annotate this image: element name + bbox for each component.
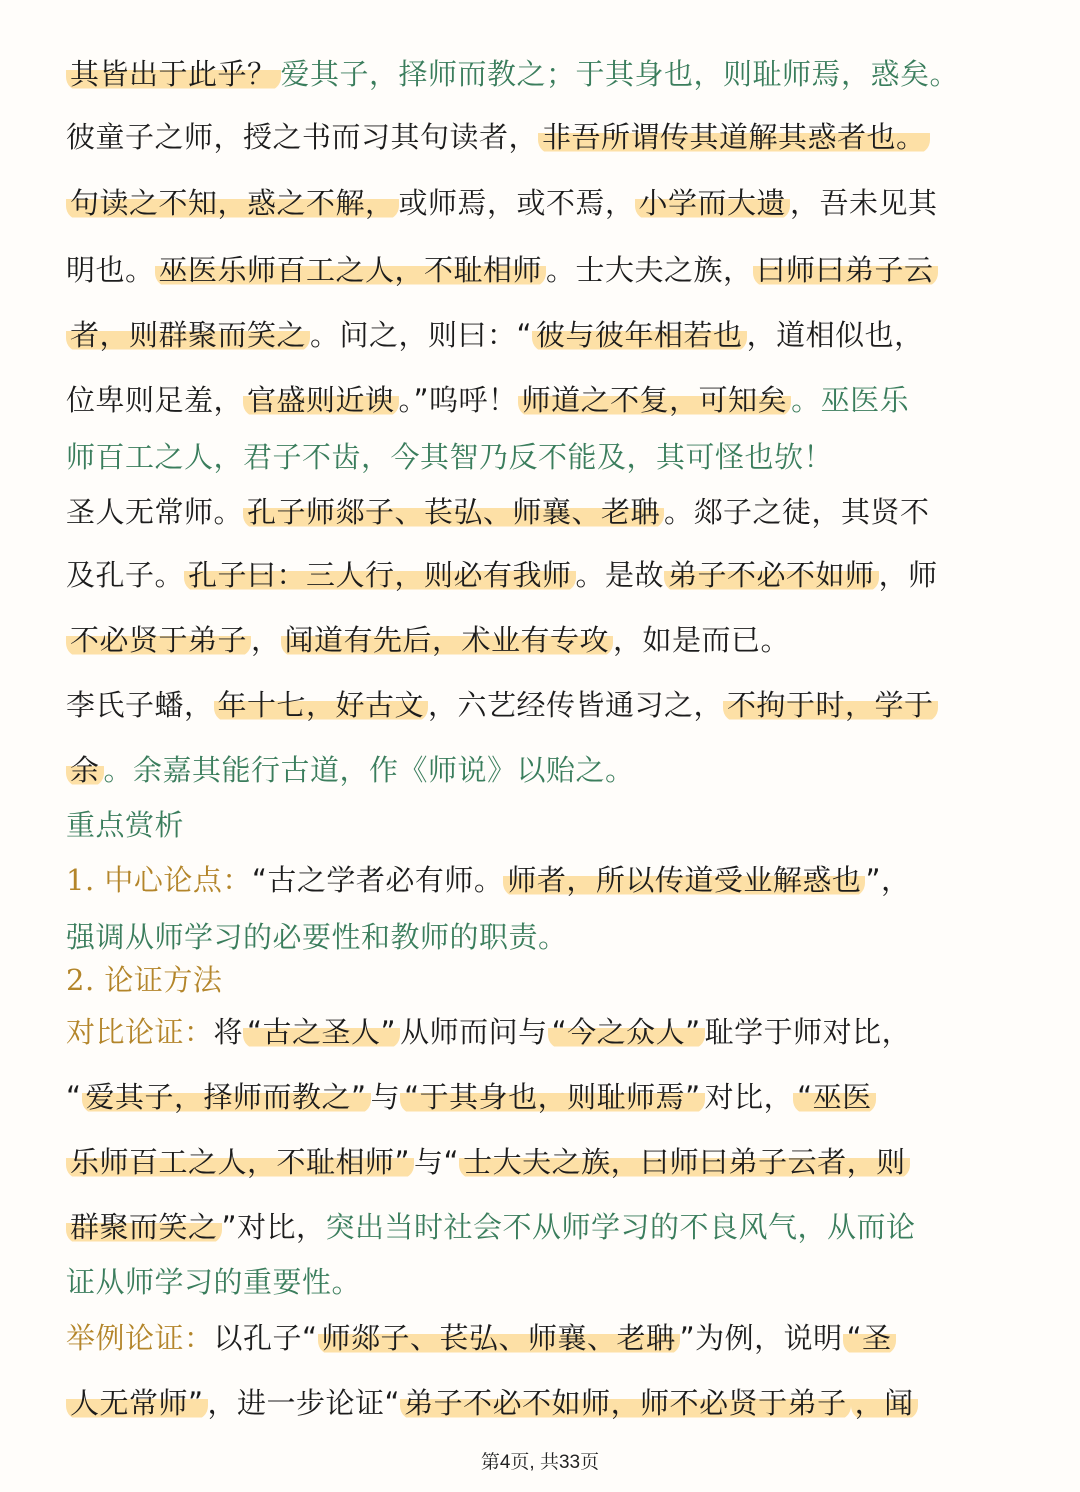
text-segment: 明也。 xyxy=(66,253,155,287)
page-footer: 第4页, 共33页 xyxy=(480,1452,600,1473)
text-line xyxy=(66,117,1016,157)
text-segment: ”为例，说明 xyxy=(679,1321,843,1355)
text-segment: 位卑则足羞， xyxy=(66,383,244,417)
highlighted-text: 群聚而笑之 xyxy=(66,1210,222,1244)
text-segment: 重点赏析 xyxy=(66,808,185,842)
text-segment: ，吾未见其 xyxy=(790,186,938,220)
highlighted-text: 弟子不必不如师，师不必贤于弟子 xyxy=(400,1386,851,1420)
text-segment: ”， xyxy=(865,863,911,897)
highlighted-text: 不必贤于弟子 xyxy=(66,623,251,657)
highlighted-text: 弟子不必不如师 xyxy=(664,558,879,592)
text-segment: 突出当时社会不从师学习的不良风气，从而论 xyxy=(325,1210,916,1244)
text-line xyxy=(66,620,1016,660)
text-line xyxy=(66,1077,1016,1117)
highlighted-text: ，闻 xyxy=(851,1386,918,1420)
highlighted-text: “圣 xyxy=(843,1321,896,1355)
text-line xyxy=(66,1318,1016,1358)
text-segment: ，道相似也， xyxy=(746,318,924,352)
text-segment: 。巫医乐 xyxy=(791,383,910,417)
text-line xyxy=(66,437,1016,477)
text-segment: 。”呜呼！ xyxy=(398,383,518,417)
highlighted-text: 师者，所以传道受业解惑也 xyxy=(503,863,865,897)
text-segment: 对比， xyxy=(704,1080,794,1114)
text-line xyxy=(66,685,1016,725)
text-segment: 。郯子之徒，其贤不 xyxy=(664,495,930,529)
text-line xyxy=(66,54,1016,94)
text-line xyxy=(66,860,1016,900)
highlighted-text: “今之众人” xyxy=(548,1015,705,1049)
text-segment: 。问之，则曰：“ xyxy=(310,318,533,352)
highlighted-text: 句读之不知，惑之不解， xyxy=(66,186,399,220)
text-line xyxy=(66,1142,1016,1182)
text-line xyxy=(66,1383,1016,1423)
text-segment: 对比论证： xyxy=(66,1015,214,1049)
text-segment: 耻学于师对比， xyxy=(704,1015,912,1049)
text-segment: 。余嘉其能行古道，作《师说》以贻之。 xyxy=(103,753,635,787)
text-segment: 。士大夫之族， xyxy=(546,253,753,287)
text-line xyxy=(66,917,1016,957)
text-segment: 证从师学习的重要性。 xyxy=(66,1265,362,1299)
text-segment: 师百工之人，君子不齿，今其智乃反不能及，其可怪也欤！ xyxy=(66,440,834,474)
text-segment: ，如是而已。 xyxy=(613,623,791,657)
text-segment: 1. 中心论点： xyxy=(66,863,252,897)
text-segment: 圣人无常师。 xyxy=(66,495,244,529)
highlighted-text: 彼与彼年相若也 xyxy=(532,318,747,352)
text-line xyxy=(66,315,1016,355)
highlighted-text: “巫医 xyxy=(793,1080,876,1114)
text-line xyxy=(66,960,1016,1000)
highlighted-text: 乐师百工之人，不耻相师” xyxy=(66,1145,414,1179)
text-line xyxy=(66,250,1016,290)
highlighted-text: 士大夫之族，曰师曰弟子云者，则 xyxy=(459,1145,910,1179)
highlighted-text: “古之圣人” xyxy=(243,1015,400,1049)
text-segment: “古之学者必有师。 xyxy=(251,863,504,897)
text-segment: ，六艺经传皆通习之， xyxy=(428,688,724,722)
text-line xyxy=(66,183,1016,223)
text-segment: 与“ xyxy=(414,1145,460,1179)
text-segment: 从师而问与 xyxy=(400,1015,548,1049)
text-line xyxy=(66,750,1016,790)
highlighted-text: 师郯子、苌弘、师襄、老聃 xyxy=(318,1321,680,1355)
text-line xyxy=(66,380,1016,420)
highlighted-text: 小学而大遗 xyxy=(635,186,791,220)
text-segment: 强调从师学习的必要性和教师的职责。 xyxy=(66,920,568,954)
text-segment: 以孔子“ xyxy=(213,1321,318,1355)
text-segment: 彼童子之师，授之书而习其句读者， xyxy=(66,120,539,154)
text-segment: 与 xyxy=(370,1080,401,1114)
text-line xyxy=(66,1207,1016,1247)
text-segment: 李氏子蟠， xyxy=(66,688,214,722)
highlighted-text: 年十七，好古文 xyxy=(214,688,429,722)
text-segment: ”对比， xyxy=(221,1210,326,1244)
highlighted-text: 曰师曰弟子云 xyxy=(753,253,938,287)
text-segment: “ xyxy=(66,1080,82,1114)
text-segment: 。是故 xyxy=(575,558,665,592)
text-line xyxy=(66,555,1016,595)
highlighted-text: 孔子师郯子、苌弘、师襄、老聃 xyxy=(243,495,664,529)
highlighted-text: 巫医乐师百工之人，不耻相师 xyxy=(155,253,547,287)
text-segment: 或师焉，或不焉， xyxy=(398,186,635,220)
text-line xyxy=(66,1012,1016,1052)
highlighted-text: 官盛则近谀 xyxy=(243,383,399,417)
highlighted-text: 闻道有先后，术业有专攻 xyxy=(281,623,614,657)
text-line xyxy=(66,492,1016,532)
text-segment: 爱其子，择师而教之；于其身也，则耻师焉，惑矣。 xyxy=(280,57,960,91)
highlighted-text: 师道之不复，可知矣 xyxy=(518,383,792,417)
highlighted-text: 孔子曰：三人行，则必有我师 xyxy=(184,558,576,592)
text-segment: 举例论证： xyxy=(66,1321,214,1355)
text-segment: ，进一步论证“ xyxy=(207,1386,401,1420)
text-line xyxy=(66,1262,1016,1302)
text-segment: 2. 论证方法 xyxy=(66,963,223,997)
highlighted-text: 者，则群聚而笑之 xyxy=(66,318,310,352)
text-line xyxy=(66,805,1016,845)
highlighted-text: 人无常师” xyxy=(66,1386,208,1420)
text-segment: 将 xyxy=(213,1015,244,1049)
highlighted-text: 爱其子，择师而教之” xyxy=(82,1080,371,1114)
text-segment: 及孔子。 xyxy=(66,558,185,592)
highlighted-text: 余 xyxy=(66,753,104,787)
highlighted-text: 其皆出于此乎？ xyxy=(66,57,281,91)
text-segment: ， xyxy=(251,623,281,657)
highlighted-text: 不拘于时，学于 xyxy=(723,688,938,722)
text-segment: ，师 xyxy=(878,558,938,592)
highlighted-text: “于其身也，则耻师焉” xyxy=(400,1080,705,1114)
highlighted-text: 非吾所谓传其道解其惑者也。 xyxy=(538,120,930,154)
